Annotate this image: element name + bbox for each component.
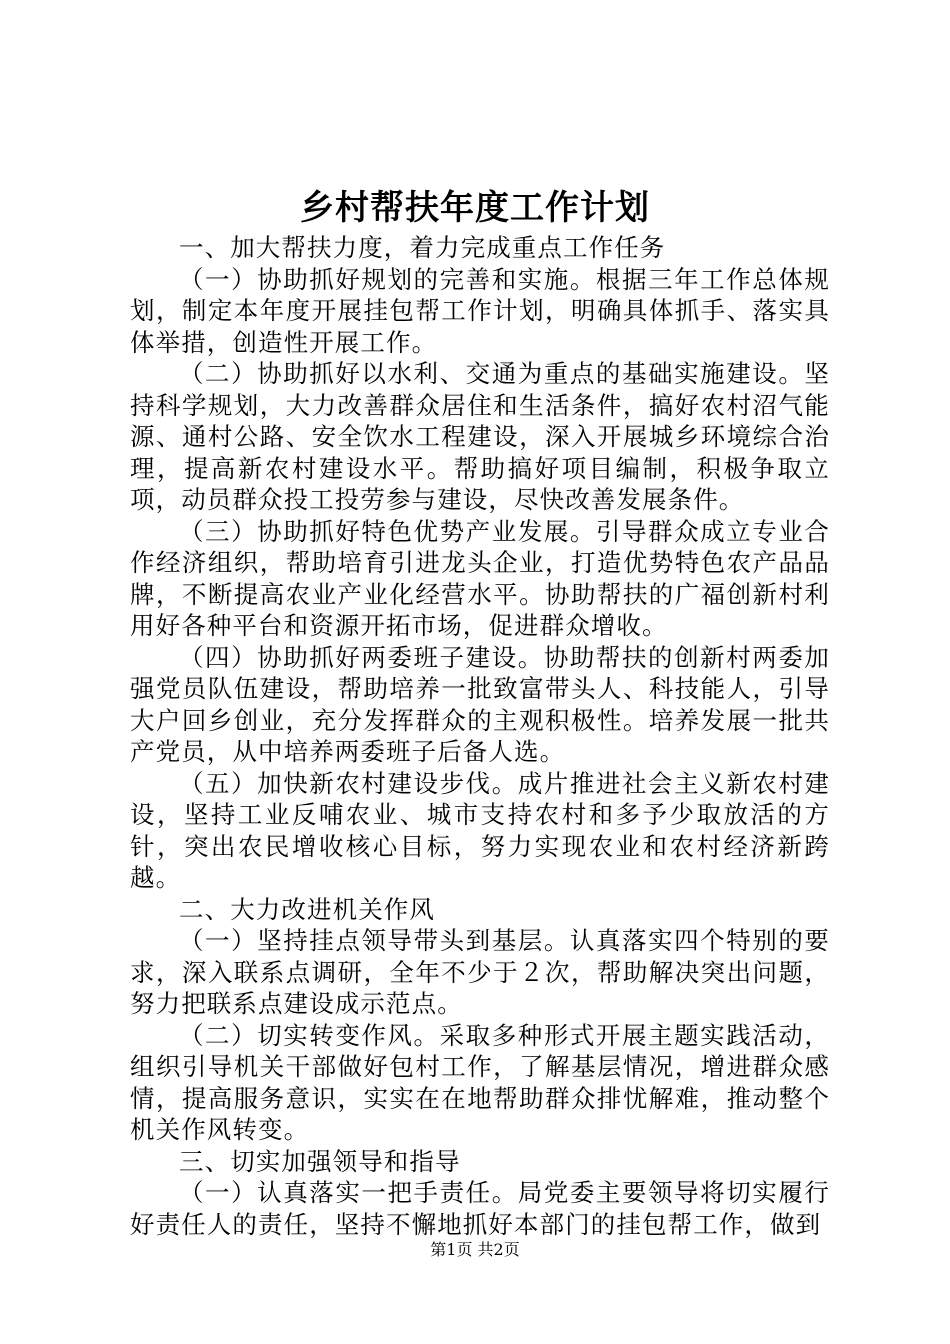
section-heading-1: 一、加大帮扶力度，着力完成重点工作任务: [179, 233, 666, 262]
paragraph-1-2: （二）协助抓好以水利、交通为重点的基础实施建设。坚持科学规划，大力改善群众居住和生活条件，搞好农村沼气能源、通村公路、安全饮水工程建设，深入开展城乡环境综合治理，提高新农村建设水平。帮助搞好项目编制，积极争取立项，动员群众投工投劳参与建设，尽快改善发展条件。: [130, 359, 830, 514]
section-heading-3: 三、切实加强领导和指导: [179, 1146, 461, 1176]
document-title: 乡村帮扶年度工作计划: [300, 188, 650, 228]
paragraph-1-1: （一）协助抓好规划的完善和实施。根据三年工作总体规划，制定本年度开展挂包帮工作计划，明确具体抓手、落实具体举措，创造性开展工作。: [130, 264, 830, 357]
page-footer: 第1页 共2页: [430, 1240, 520, 1259]
paragraph-1-5: （五）加快新农村建设步伐。成片推进社会主义新农村建设，坚持工业反哺农业、城市支持农村和多予少取放活的方针，突出农民增收核心目标，努力实现农业和农村经济新跨越。: [130, 768, 830, 892]
paragraph-3-1: （一）认真落实一把手责任。局党委主要领导将切实履行好责任人的责任，坚持不懈地抓好本部门的挂包帮工作，做到: [130, 1178, 830, 1239]
paragraph-2-1: （一）坚持挂点领导带头到基层。认真落实四个特别的要求，深入联系点调研，全年不少于２次，帮助解决突出问题，努力把联系点建设成示范点。: [130, 926, 830, 1018]
paragraph-1-4: （四）协助抓好两委班子建设。协助帮扶的创新村两委加强党员队伍建设，帮助培养一批致富带头人、科技能人，引导大户回乡创业，充分发挥群众的主观积极性。培养发展一批共产党员，从中培养两委班子后备人选。: [130, 642, 830, 766]
paragraph-2-2: （二）切实转变作风。采取多种形式开展主题实践活动，组织引导机关干部做好包村工作，了解基层情况，增进群众感情，提高服务意识，实实在在地帮助群众排忧解难，推动整个机关作风转变。: [130, 1020, 830, 1144]
document-body: [130, 232, 830, 1240]
paragraph-1-3: （三）协助抓好特色优势产业发展。引导群众成立专业合作经济组织，帮助培育引进龙头企业，打造优势特色农产品品牌，不断提高农业产业化经营水平。协助帮扶的广福创新村利用好各种平台和资源开拓市场，促进群众增收。: [130, 516, 830, 640]
section-heading-2: 二、大力改进机关作风: [179, 894, 435, 924]
